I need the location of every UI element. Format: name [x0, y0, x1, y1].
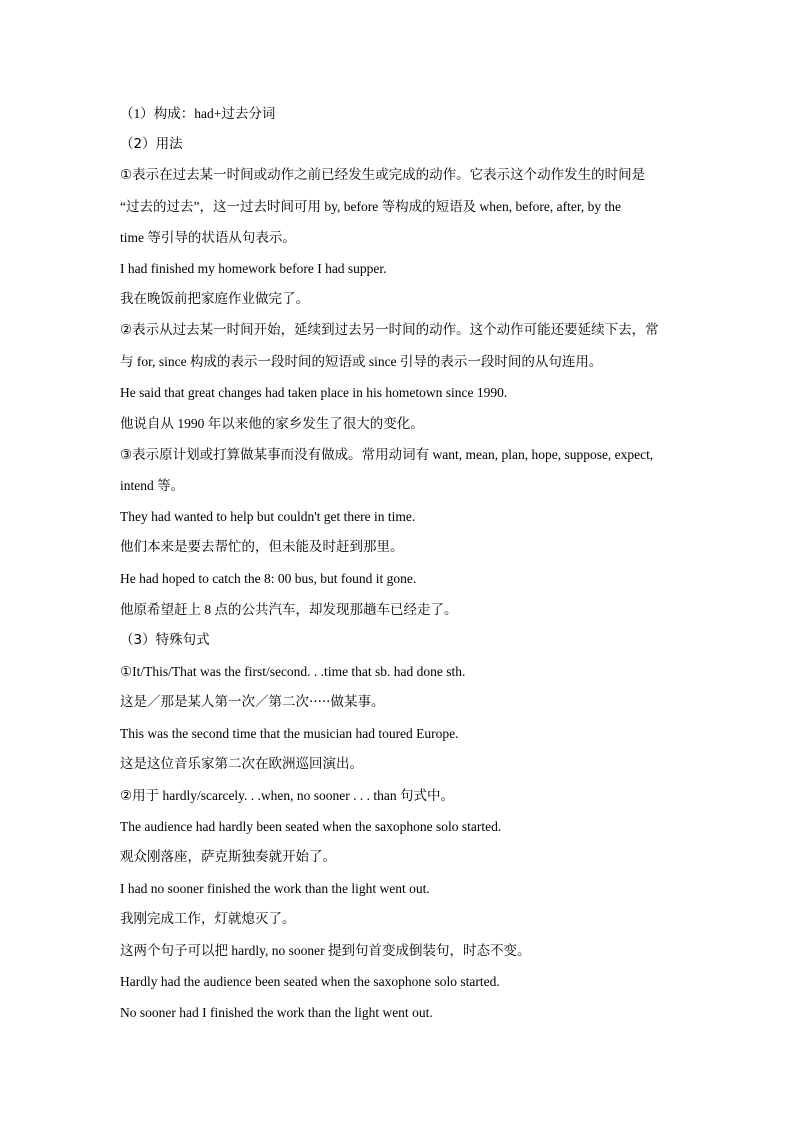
example-sentence: They had wanted to help but couldn't get there in time. — [120, 509, 416, 524]
document-body — [120, 98, 680, 1028]
example-translation: 这是这位音乐家第二次在欧洲巡回演出。 — [120, 756, 363, 772]
pattern-1-text: ①It/This/That was the first/second. . .time that sb. had done sth. — [120, 664, 466, 679]
example-sentence: He said that great changes had taken place in his hometown since 1990. — [120, 385, 508, 400]
usage-1-text: time 等引导的状语从句表示。 — [120, 230, 296, 245]
example-sentence: No sooner had I finished the work than the light went out. — [120, 1005, 433, 1020]
heading-structure: （1）构成：had+过去分词 — [120, 106, 276, 121]
example-translation: 观众刚落座，萨克斯独奏就开始了。 — [120, 849, 336, 865]
pattern-2-text: ②用于 hardly/scarcely. . .when, no sooner . . . than 句式中。 — [120, 788, 455, 803]
example-sentence: Hardly had the audience been seated when the saxophone solo started. — [120, 974, 500, 989]
example-translation: 他原希望赶上 8 点的公共汽车，却发现那趟车已经走了。 — [120, 602, 458, 617]
example-sentence: I had finished my homework before I had supper. — [120, 261, 387, 276]
usage-3-text: intend 等。 — [120, 478, 185, 493]
example-translation: 我在晚饭前把家庭作业做完了。 — [120, 291, 309, 307]
example-sentence: He had hoped to catch the 8: 00 bus, but found it gone. — [120, 571, 417, 586]
usage-2-text: ②表示从过去某一时间开始，延续到过去另一时间的动作。这个动作可能还要延续下去，常 — [120, 322, 659, 338]
example-sentence: The audience had hardly been seated when the saxophone solo started. — [120, 819, 502, 834]
heading-usage: （2）用法 — [120, 136, 183, 152]
example-translation: 他们本来是要去帮忙的，但未能及时赶到那里。 — [120, 539, 404, 555]
usage-2-text: 与 for, since 构成的表示一段时间的短语或 since 引导的表示一段时间的从句连用。 — [120, 354, 603, 369]
example-sentence: This was the second time that the musician had toured Europe. — [120, 726, 459, 741]
example-sentence: I had no sooner finished the work than the light went out. — [120, 881, 430, 896]
pattern-1-translation: 这是／那是某人第一次／第二次·····做某事。 — [120, 694, 385, 710]
heading-special-patterns: （3）特殊句式 — [120, 632, 210, 648]
inversion-note: 这两个句子可以把 hardly, no sooner 提到句首变成倒装句，时态不变。 — [120, 943, 531, 958]
example-translation: 他说自从 1990 年以来他的家乡发生了很大的变化。 — [120, 416, 424, 431]
usage-3-text: ③表示原计划或打算做某事而没有做成。常用动词有 want, mean, plan, hope, suppose, expect, — [120, 447, 654, 462]
example-translation: 我刚完成工作，灯就熄灭了。 — [120, 911, 296, 927]
usage-1-text: “过去的过去”，这一过去时间可用 by, before 等构成的短语及 when, before, after, by the — [120, 199, 621, 214]
usage-1-text: ①表示在过去某一时间或动作之前已经发生或完成的动作。它表示这个动作发生的时间是 — [120, 167, 646, 183]
